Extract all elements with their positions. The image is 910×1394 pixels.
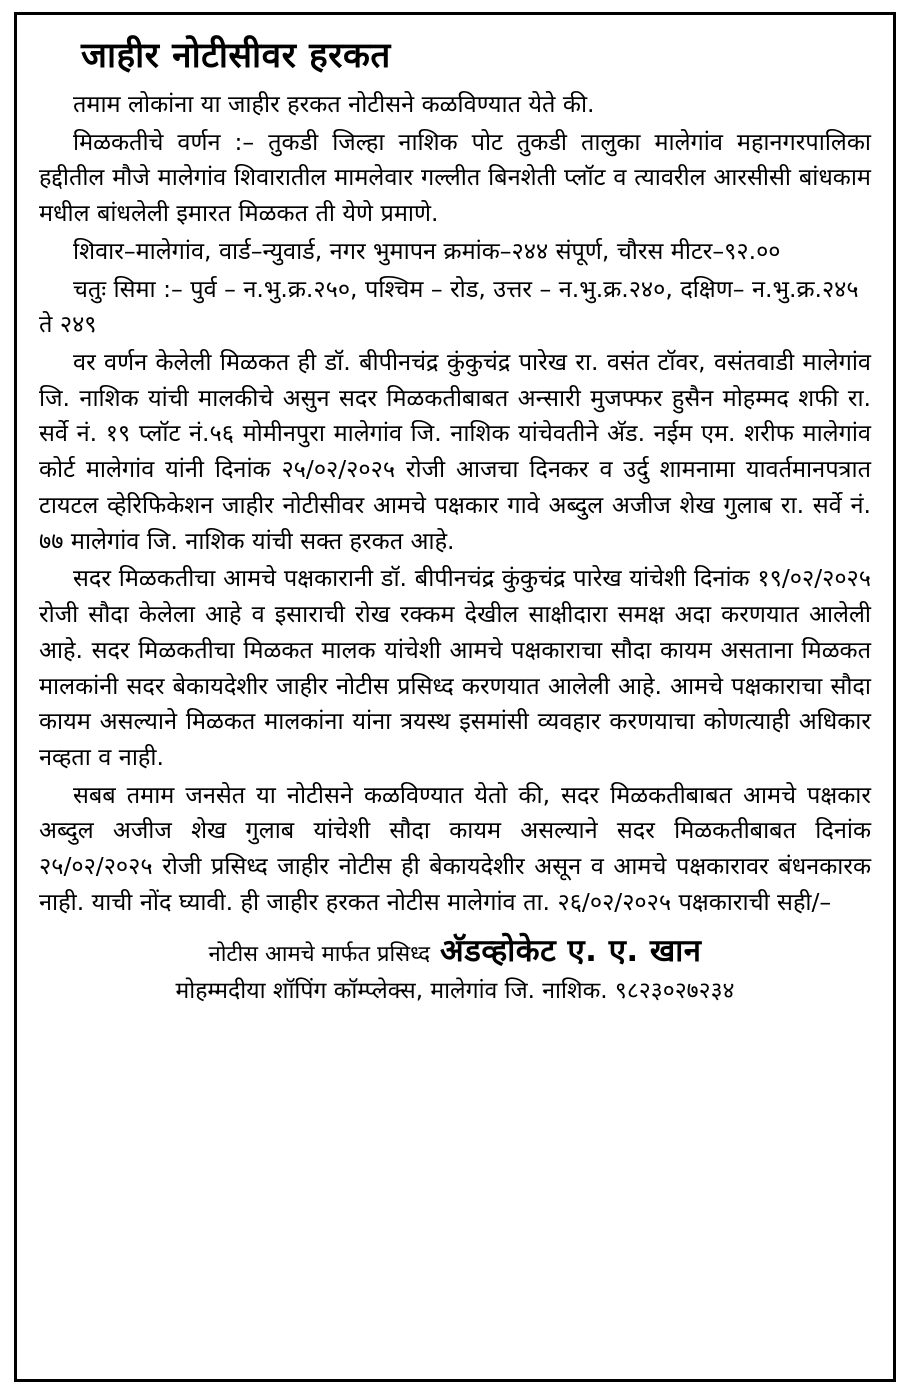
paragraph-intro: तमाम लोकांना या जाहीर हरकत नोटीसने कळविण्यात येते की. (73, 90, 595, 118)
advocate-address: मोहम्मदीया शॉपिंग कॉम्प्लेक्स, मालेगांव जि. नाशिक. ९८२३०२७२३४ (175, 978, 735, 1005)
paragraph-property-description: मिळकतीचे वर्णन :– तुकडी जिल्हा नाशिक पोट तुकडी तालुका मालेगांव महानगरपालिका हद्दीतील मौजे मालेगांव शिवारातील मामलेवार गल्लीत बिनशेती प्लॉट व त्यावरील आरसीसी बांधकाम मधील बांधलेली इमारत मिळकत ती येणे प्रमाणे. (39, 127, 871, 228)
signature-line (39, 929, 871, 974)
page-title: जाहीर नोटीसीवर हरकत (81, 36, 391, 76)
paragraph-deal-details: सदर मिळकतीचा आमचे पक्षकारानी डॉ. बीपीनचंद्र कुंकुचंद्र पारेख यांचेशी दिनांक १९/०२/२०२५ रोजी सौदा केलेला आहे व इसाराची रोख रक्कम देखील साक्षीदारा समक्ष अदा करणयात आलेली आहे. सदर मिळकतीचा मिळकत मालक यांचेशी आमचे पक्षकाराचा सौदा कायम असताना मिळकत मालकांनी सदर बेकायदेशीर जाहीर नोटीस प्रसिध्द करणयात आलेली आहे. आमचे पक्षकाराचा सौदा कायम असल्याने मिळकत मालकांना यांना त्रयस्थ इसमांसी व्यवहार करणयाचा कोणत्याही अधिकार नव्हता व नाही. (39, 564, 871, 771)
paragraph-boundaries: चतुः सिमा :– पुर्व – न.भु.क्र.२५०, पश्चिम – रोड, उत्तर – न.भु.क्र.२४०, दक्षिण– न.भु.क्र.२४५ ते २४९ (39, 274, 859, 339)
paragraph-ownership-objection: वर वर्णन केलेली मिळकत ही डॉ. बीपीनचंद्र कुंकुचंद्र पारेख रा. वसंत टॉवर, वसंतवाडी मालेगांव जि. नाशिक यांची मालकीचे असुन सदर मिळकतीबाबत अन्सारी मुजफ्फर हुसैन मोहम्मद शफी रा. सर्वे नं. १९ प्लॉट नं.५६ मोमीनपुरा मालेगांव जि. नाशिक यांचेवतीने अ‍ॅड. नईम एम. शरीफ मालेगांव कोर्ट मालेगांव यांनी दिनांक २५/०२/२०२५ रोजी आजचा दिनकर व उर्दु शामनामा यावर्तमानपत्रात टायटल व्हेरिफिकेशन जाहीर नोटीसीवर आमचे पक्षकार गावे अब्दुल अजीज शेख गुलाब रा. सर्वे नं. ७७ मालेगांव जि. नाशिक यांची सक्त हरकत आहे. (39, 348, 871, 555)
notice-border-frame (14, 12, 896, 1382)
paragraph-conclusion: सबब तमाम जनसेत या नोटीसने कळविण्यात येतो की, सदर मिळकतीबाबत आमचे पक्षकार अब्दुल अजीज शेख गुलाब यांचेशी सौदा कायम असल्याने सदर मिळकतीबाबत दिनांक २५/०२/२०२५ रोजी प्रसिध्द जाहीर नोटीस ही बेकायदेशीर असून व आमचे पक्षकारावर बंधनकारक नाही. याची नोंद घ्यावी. ही जाहीर हरकत नोटीस मालेगांव ता. २६/०२/२०२५ पक्षकाराची सही/– (39, 780, 871, 916)
advocate-name: अ‍ॅडव्होकेट ए. ए. खान (440, 932, 702, 969)
paragraph-survey-details: शिवार–मालेगांव, वार्ड–न्युवार्ड, नगर भुमापन क्रमांक–२४४ संपूर्ण, चौरस मीटर–९२.०० (73, 236, 781, 265)
signature-prefix: नोटीस आमचे मार्फत प्रसिध्द (208, 941, 431, 967)
